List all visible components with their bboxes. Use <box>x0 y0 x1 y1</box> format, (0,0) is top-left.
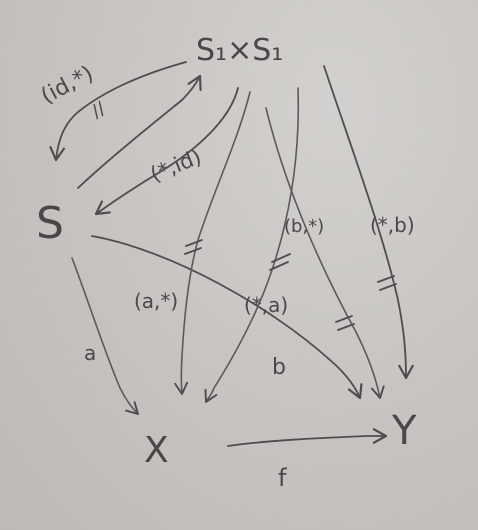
node-y: Y <box>392 408 417 454</box>
label-star-id: (*,id) <box>146 144 205 187</box>
label-star-a: (*,a) <box>244 293 289 317</box>
label-a: a <box>84 341 97 365</box>
node-x: X <box>144 430 169 471</box>
neq-mark-a-star <box>185 240 202 254</box>
label-id-star: (id,*) <box>37 61 98 110</box>
edge-s-to-x-a <box>72 258 138 414</box>
label-id-star-neq-mark: // <box>88 98 110 123</box>
label-f: f <box>278 464 287 492</box>
label-a-star: (a,*) <box>134 289 179 313</box>
label-star-b: (*,b) <box>370 213 415 237</box>
label-b-star: (b,*) <box>284 216 325 237</box>
label-b: b <box>272 355 286 380</box>
node-s1-times-s1: S₁×S₁ <box>196 33 284 68</box>
node-s: S <box>36 198 64 249</box>
edge-x-to-y-f <box>228 436 386 446</box>
edge-product-to-s-star-id <box>96 88 238 214</box>
